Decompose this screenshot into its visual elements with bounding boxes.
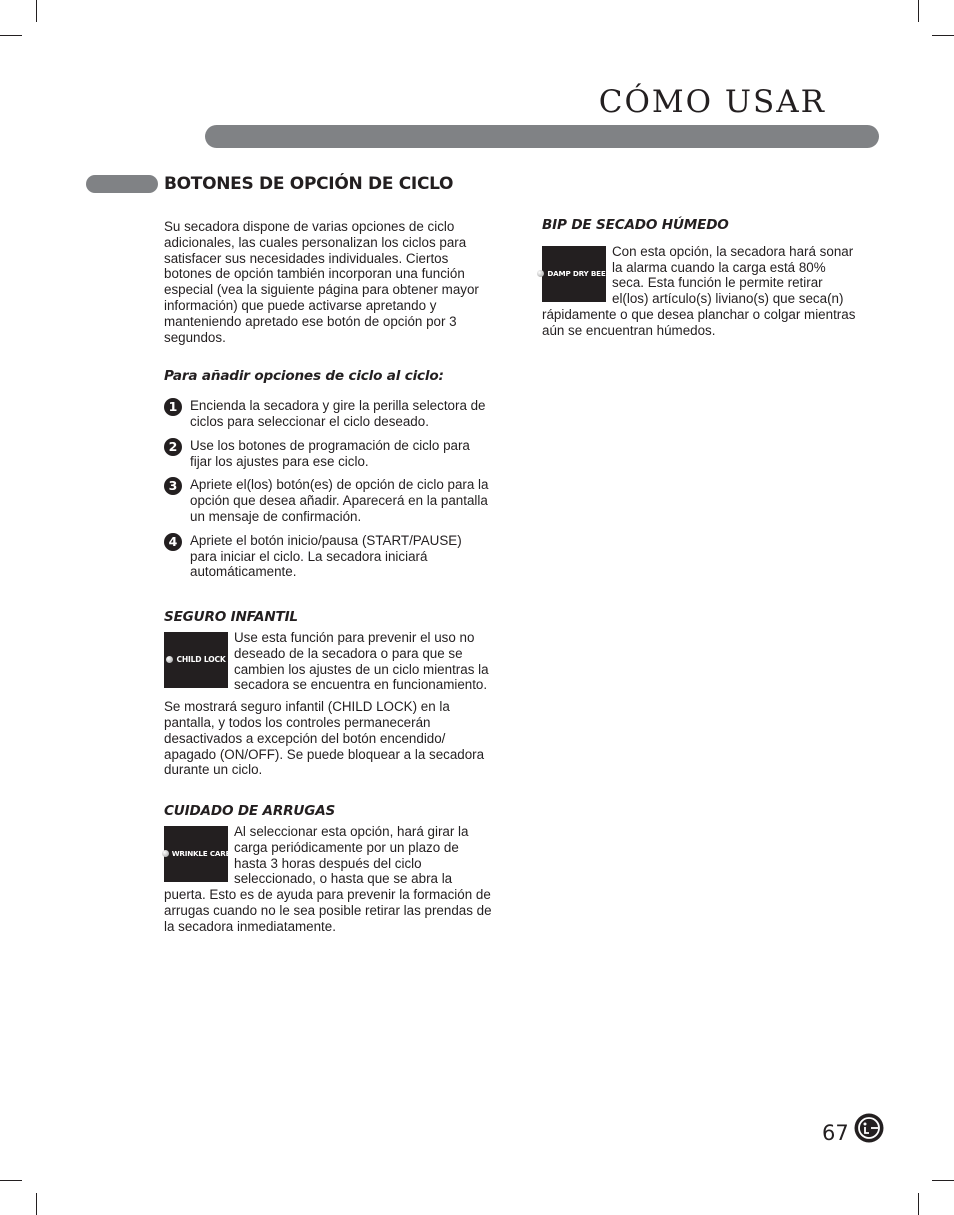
damp-dry-beep-text: Con esta opción, la secadora hará sonar la alarma cuando la carga está 80% seca. Esta función le permite retirar el(los) artículo(s) liviano(s) que seca(n) rápidamente o que desea planchar o colgar mientras aún se encuentran húmedos. bbox=[542, 243, 856, 338]
intro-paragraph: Su secadora dispone de varias opciones de ciclo adicionales, las cuales personalizan los ciclos para satisfacer sus necesidades individuales. Ciertos botones de opción también incorporan una función especial (vea la siguiente página para obtener mayor información) que puede activarse apretando y manteniendo apretado ese botón de opción por 3 segundos. bbox=[164, 219, 479, 345]
indicator-light-icon bbox=[162, 850, 169, 857]
indicator-light-icon bbox=[537, 270, 544, 277]
add-options-heading: Para añadir opciones de ciclo al ciclo: bbox=[164, 368, 444, 385]
crop-mark bbox=[0, 35, 22, 36]
child-lock-heading: SEGURO INFANTIL bbox=[164, 609, 298, 626]
damp-dry-beep-button-label: DAMP DRY BEEP bbox=[547, 268, 611, 278]
wrinkle-care-text: Al seleccionar esta opción, hará girar la carga periódicamente por un plazo de hasta 3 horas después del ciclo seleccionado, o hasta que se abra la puerta. Esto es de ayuda para prevenir la formación de arrugas cuando no le sea posible retirar las prendas de la secadora inmediatamente. bbox=[164, 823, 492, 934]
child-lock-text-2: Se mostrará seguro infantil (CHILD LOCK) en la pantalla, y todos los controles permanecerán desactivados a excepción del botón encendido/ apagado (ON/OFF). Se puede bloquear a la secadora durante un ciclo. bbox=[164, 699, 485, 778]
crop-mark bbox=[932, 1180, 954, 1181]
section-title: BOTONES DE OPCIÓN DE CICLO bbox=[164, 174, 454, 194]
indicator-light-icon bbox=[166, 656, 173, 663]
crop-mark bbox=[36, 0, 37, 22]
list-item bbox=[164, 398, 492, 430]
crop-mark bbox=[918, 0, 919, 22]
wrinkle-care-section bbox=[164, 804, 492, 934]
child-lock-text: Use esta función para prevenir el uso no deseado de la secadora o para que se cambien los ajustes de un ciclo mientras la secadora se encuentra en funcionamiento. bbox=[234, 629, 489, 693]
crop-mark bbox=[932, 35, 954, 36]
list-item bbox=[164, 477, 492, 524]
wrinkle-care-button-label: WRINKLE CARE bbox=[171, 849, 231, 858]
damp-dry-beep-button-image bbox=[542, 246, 611, 302]
page-title: CÓMO USAR bbox=[598, 84, 826, 120]
wrinkle-care-button-image bbox=[164, 826, 231, 882]
child-lock-section bbox=[164, 610, 492, 778]
step-text: Use los botones de programación de ciclo para fijar los ajustes para ese ciclo. bbox=[190, 437, 470, 469]
damp-dry-beep-heading: BIP DE SECADO HÚMEDO bbox=[542, 217, 729, 233]
crop-mark bbox=[36, 1193, 37, 1215]
step-text: Apriete el botón inicio/pausa (START/PAUSE) para iniciar el ciclo. La secadora iniciará automáticamente. bbox=[190, 532, 462, 580]
crop-mark bbox=[918, 1193, 919, 1215]
step-text: Encienda la secadora y gire la perilla selectora de ciclos para seleccionar el ciclo deseado. bbox=[190, 398, 486, 429]
step-number-badge: 4 bbox=[164, 533, 182, 551]
list-item bbox=[164, 438, 492, 470]
damp-dry-beep-section bbox=[542, 218, 858, 339]
section-marker bbox=[86, 175, 158, 193]
crop-mark bbox=[0, 1180, 22, 1181]
list-item bbox=[164, 533, 492, 580]
page-number: 67 bbox=[822, 1121, 849, 1145]
lg-logo-icon bbox=[854, 1113, 884, 1143]
step-number-badge: 2 bbox=[164, 438, 182, 456]
step-number-badge: 1 bbox=[164, 398, 182, 416]
step-number-badge: 3 bbox=[164, 477, 182, 495]
child-lock-button-image bbox=[164, 632, 228, 688]
step-text: Apriete el(los) botón(es) de opción de ciclo para la opción que desea añadir. Aparecerá en la pantalla un mensaje de confirmación. bbox=[190, 477, 489, 524]
steps-list bbox=[164, 398, 492, 580]
right-column bbox=[542, 218, 858, 365]
child-lock-button-label: CHILD LOCK bbox=[176, 655, 226, 665]
header-bar bbox=[205, 125, 879, 148]
left-column bbox=[164, 219, 492, 960]
wrinkle-care-heading: CUIDADO DE ARRUGAS bbox=[164, 803, 336, 820]
